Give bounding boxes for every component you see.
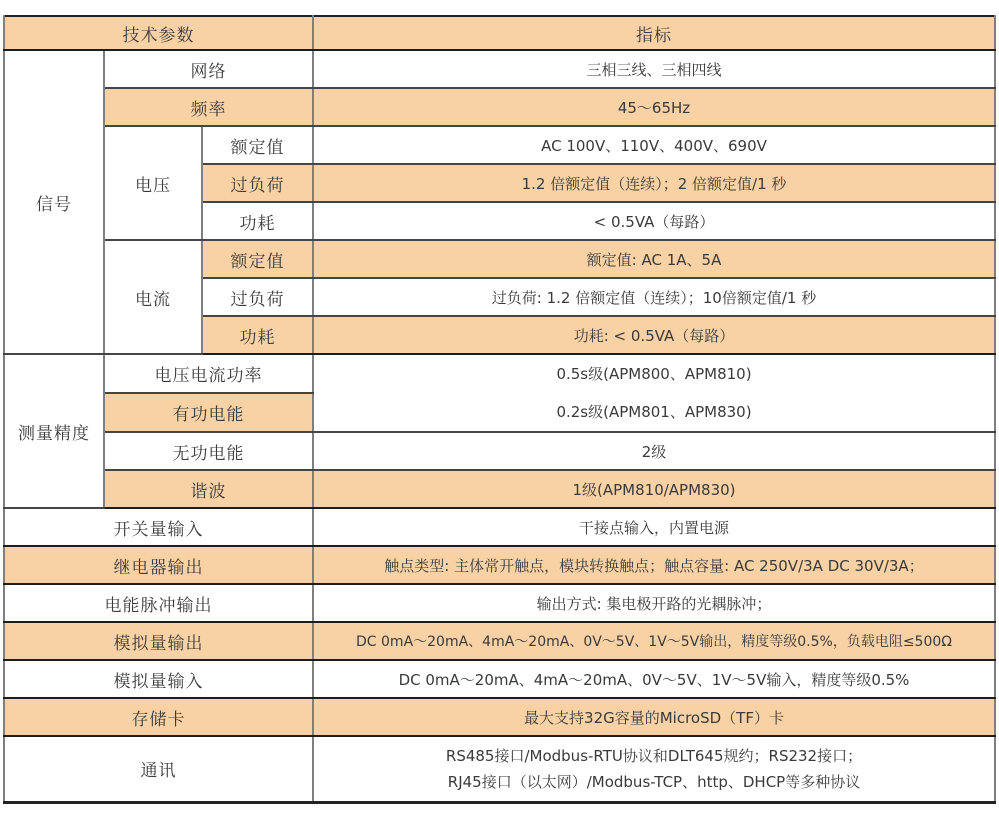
- network-value-cell: 三相三线、三相四线: [313, 50, 995, 88]
- voltage-rated-value-cell: AC 100V、110V、400V、690V: [313, 126, 995, 164]
- accuracy-reactive-label-cell: 无功电能: [104, 432, 313, 470]
- current-overload-label-cell: 过负荷: [202, 278, 313, 316]
- comm-label-cell: 通讯: [4, 736, 313, 802]
- current-overload-value-cell: 过负荷: 1.2 倍额定值（连续）；10倍额定值/1 秒: [313, 278, 995, 316]
- spec-table: [3, 15, 996, 804]
- di-value-cell: 干接点输入，内置电源: [313, 508, 995, 546]
- sdcard-label-cell: 存储卡: [4, 698, 313, 736]
- current-rated-label-cell: 额定值: [202, 240, 313, 278]
- signal-group-cell: 信号: [4, 50, 104, 354]
- comm-value-cell: [313, 736, 995, 802]
- accuracy-harmonics-label-cell: 谐波: [104, 470, 313, 508]
- accuracy-reactive-value-cell: 2级: [313, 432, 995, 470]
- ai-value-cell: DC 0mA～20mA、4mA～20mA、0V～5V、1V～5V输入，精度等级0.5%: [313, 660, 995, 698]
- comm-value-line2: RJ45接口（以太网）/Modbus-TCP、http、DHCP等多种协议: [447, 772, 861, 791]
- current-loss-label-cell: 功耗: [202, 316, 313, 354]
- ao-label-cell: 模拟量输出: [4, 622, 313, 660]
- current-rated-value-cell: 额定值: AC 1A、5A: [313, 240, 995, 278]
- accuracy-harmonics-value-cell: 1级(APM810/APM830): [313, 470, 995, 508]
- accuracy-group-cell: 测量精度: [4, 354, 104, 508]
- frequency-value-cell: 45～65Hz: [313, 88, 995, 126]
- comm-value-line1: RS485接口/Modbus-RTU协议和DLT645规约；RS232接口；: [445, 746, 863, 765]
- ao-value-cell: DC 0mA～20mA、4mA～20mA、0V～5V、1V～5V输出，精度等级0.5%，负载电阻≤500Ω: [313, 622, 995, 660]
- voltage-loss-value-cell: < 0.5VA（每路）: [313, 202, 995, 240]
- network-label-cell: 网络: [104, 50, 313, 88]
- sdcard-value-cell: 最大支持32G容量的MicroSD（TF）卡: [313, 698, 995, 736]
- ai-label-cell: 模拟量输入: [4, 660, 313, 698]
- accuracy-class-value-cell: [313, 354, 995, 432]
- voltage-rated-label-cell: 额定值: [202, 126, 313, 164]
- voltage-overload-value-cell: 1.2 倍额定值（连续）；2 倍额定值/1 秒: [313, 164, 995, 202]
- current-loss-value-cell: 功耗: < 0.5VA（每路）: [313, 316, 995, 354]
- voltage-group-cell: 电压: [104, 126, 202, 240]
- relay-value-cell: 触点类型: 主体常开触点，模块转换触点；触点容量: AC 250V/3A DC 30V/3A；: [313, 546, 995, 584]
- current-group-cell: 电流: [104, 240, 202, 354]
- pulse-label-cell: 电能脉冲输出: [4, 584, 313, 622]
- header-params-cell: 技术参数: [4, 16, 313, 50]
- accuracy-vip-label-cell: 电压电流功率: [104, 354, 313, 393]
- header-indicator-cell: 指标: [313, 16, 995, 50]
- relay-label-cell: 继电器输出: [4, 546, 313, 584]
- voltage-overload-label-cell: 过负荷: [202, 164, 313, 202]
- accuracy-active-label-cell: 有功电能: [104, 393, 313, 432]
- accuracy-class-line1: 0.5s级(APM800、APM810): [556, 365, 752, 383]
- accuracy-class-line2: 0.2s级(APM801、APM830): [556, 403, 752, 421]
- pulse-value-cell: 输出方式: 集电极开路的光耦脉冲；: [313, 584, 995, 622]
- di-label-cell: 开关量输入: [4, 508, 313, 546]
- frequency-label-cell: 频率: [104, 88, 313, 126]
- voltage-loss-label-cell: 功耗: [202, 202, 313, 240]
